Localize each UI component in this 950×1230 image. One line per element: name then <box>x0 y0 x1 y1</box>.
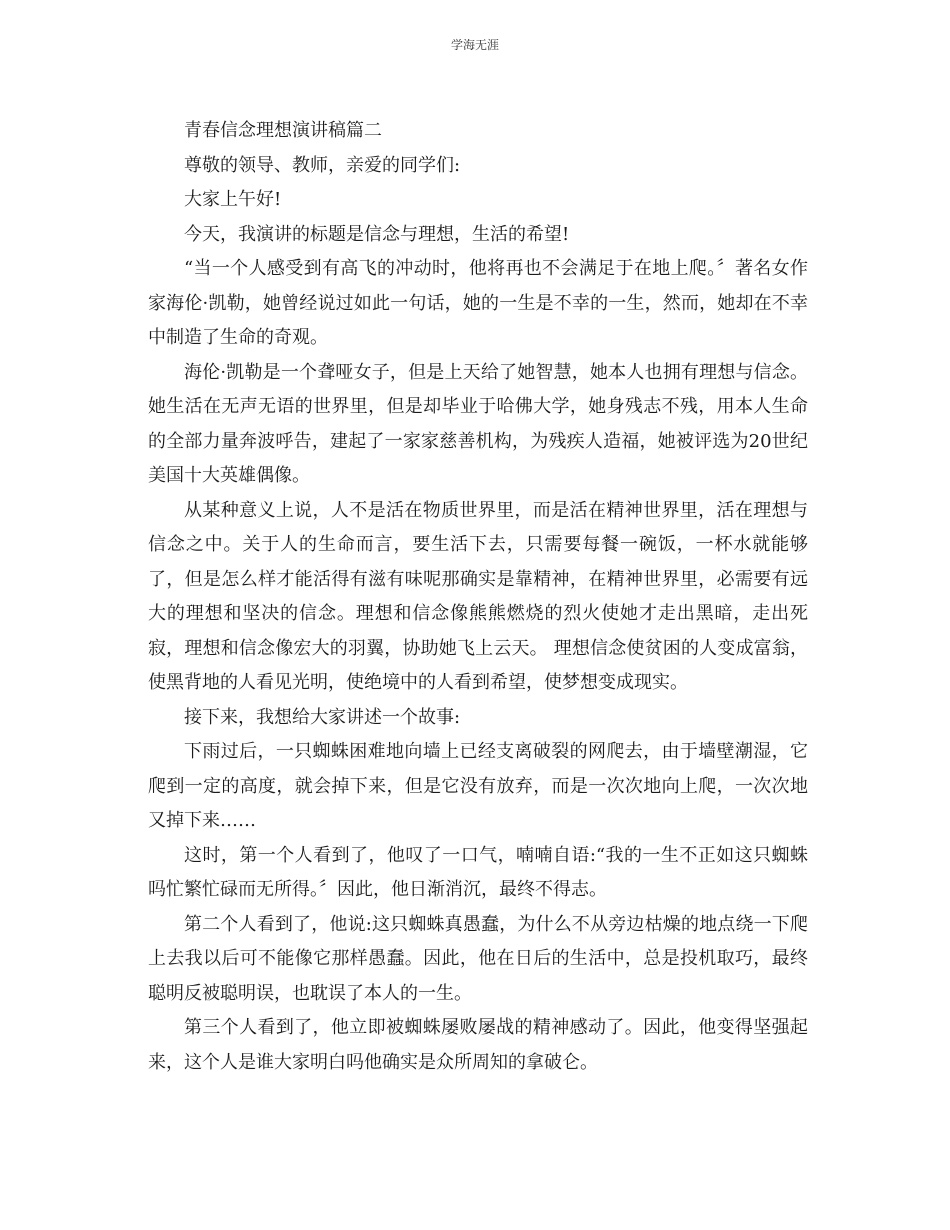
paragraph: 第三个人看到了，他立即被蜘蛛屡败屡战的精神感动了。因此，他变得坚强起来，这个人是谁大家明白吗他确实是众所周知的拿破仑。 <box>148 1017 808 1073</box>
paragraph: 这时，第一个人看到了，他叹了一口气，喃喃自语:“我的一生不正如这只蜘蛛吗忙繁忙碌而无所得。〞因此，他日渐消沉，最终不得志。 <box>148 844 808 900</box>
greeting: 大家上午好! <box>184 189 282 210</box>
salutation: 尊敬的领导、教师，亲爱的同学们: <box>184 154 461 176</box>
paragraph: 第二个人看到了，他说:这只蜘蛛真愚蠢，为什么不从旁边枯燥的地点绕一下爬上去我以后可不能像它那样愚蠢。因此，他在日后的生活中，总是投机取巧，最终聪明反被聪明误，也耽误了本人的一生。 <box>148 913 808 1004</box>
paragraph: 从某种意义上说，人不是活在物质世界里，而是活在精神世界里，活在理想与信念之中。关于人的生命而言，要生活下去，只需要每餐一碗饭，一杯水就能够了，但是怎么样才能活得有滋有味呢那确实是靠精神，在精神世界里，必需要有远大的理想和坚决的信念。理想和信念像熊熊燃烧的烈火使她才走出黑暗，走出死寂，理想和信念像宏大的羽翼，协助她飞上云天。 理想信念使贫困的人变成富翁，使黑背地的人看见光明，使绝境中的人看到希望，使梦想变成现实。 <box>148 499 808 693</box>
page-header: 学海无涯 <box>450 38 499 52</box>
document-body <box>148 114 808 1080</box>
paragraph: 海伦·凯勒是一个聋哑女子，但是上天给了她智慧，她本人也拥有理想与信念。她生活在无声无语的世界里，但是却毕业于哈佛大学，她身残志不残，用本人生命的全部力量奔波呼告，建起了一家家慈善机构，为残疾人造福，她被评选为20世纪美国十大英雄偶像。 <box>148 361 808 486</box>
document-title: 青春信念理想演讲稿篇二 <box>184 120 382 141</box>
paragraph: “当一个人感受到有高飞的冲动时，他将再也不会满足于在地上爬。〞著名女作家海伦·凯勒，她曾经说过如此一句话，她的一生是不幸的一生，然而，她却在不幸中制造了生命的奇观。 <box>148 258 808 348</box>
paragraph: 接下来，我想给大家讲述一个故事: <box>184 706 461 728</box>
paragraph: 下雨过后，一只蜘蛛困难地向墙上已经支离破裂的网爬去，由于墙壁潮湿，它爬到一定的高度，就会掉下来，但是它没有放弃，而是一次次地向上爬，一次次地又掉下来…… <box>148 741 808 831</box>
speech-intro: 今天，我演讲的标题是信念与理想，生活的希望! <box>184 223 570 245</box>
